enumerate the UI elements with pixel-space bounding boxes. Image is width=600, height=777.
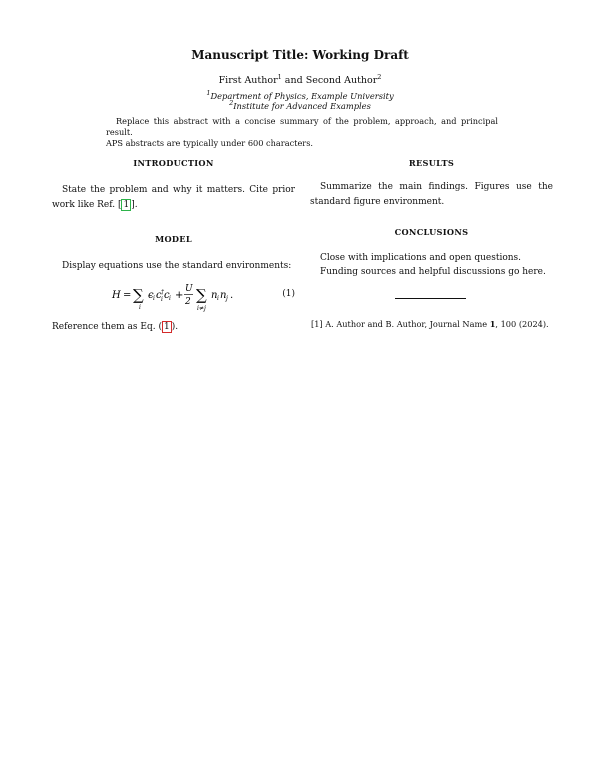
eq-sum: ∑ [133, 286, 144, 304]
affiliation-mark: 2 [229, 99, 234, 107]
author-name: Second Author [305, 75, 378, 86]
conclusions-text: Funding sources and helpful discussions go here. [320, 267, 546, 277]
svg-text:n: n [220, 290, 227, 301]
svg-text:i: i [169, 295, 171, 302]
model-paragraph [52, 259, 295, 274]
model-ref-text: Reference them as Eq. ( [52, 322, 162, 332]
affiliation [0, 99, 600, 111]
model-reference-paragraph [52, 320, 295, 335]
eq-symbol-h: H [112, 290, 121, 301]
equation-formula [110, 279, 310, 315]
svg-text:c: c [156, 290, 162, 301]
affiliation-mark: 1 [277, 73, 282, 81]
abstract [106, 116, 498, 149]
eq-sum-2: ∑ [196, 286, 207, 304]
eq-u: U [185, 284, 193, 294]
eq-equals: = [123, 290, 132, 301]
eq-sum-index: i [139, 304, 141, 311]
introduction-text-end: ]. [131, 200, 138, 210]
eq-two: 2 [185, 297, 191, 307]
author-line [0, 73, 600, 86]
conclusions-line [310, 265, 553, 279]
affiliation-mark: 1 [206, 89, 211, 97]
references-divider [395, 298, 466, 299]
display-equation [52, 279, 295, 315]
affiliation-mark: 2 [377, 73, 382, 81]
svg-text:i: i [161, 296, 163, 303]
reference-entry [311, 319, 549, 329]
svg-text:i: i [153, 295, 155, 302]
abstract-text: Replace this abstract with a concise summary of the problem, approach, and principal result. [106, 116, 498, 137]
results-paragraph [310, 180, 553, 210]
reference-text-end: , 100 (2024). [495, 319, 549, 329]
section-heading-model: MODEL [155, 234, 192, 244]
affiliation-text: Department of Physics, Example University [210, 91, 394, 101]
abstract-line: APS abstracts are typically under 600 characters. [106, 138, 314, 148]
affiliation-text: Institute for Advanced Examples [233, 101, 371, 111]
results-text: Summarize the main findings. Figures use the standard figure environment. [310, 182, 553, 207]
model-ref-text-end: ). [171, 322, 179, 332]
equation-link[interactable]: 1 [163, 322, 170, 332]
svg-text:n: n [211, 290, 218, 301]
eq-sum-index-2: i≠j [197, 305, 206, 312]
reference-text: A. Author and B. Author, Journal Name [325, 319, 490, 329]
authors-joiner: and [284, 75, 303, 86]
author-name: First Author [218, 75, 278, 86]
eq-plus: + [175, 290, 184, 301]
section-heading-conclusions: CONCLUSIONS [394, 227, 469, 237]
conclusions-paragraph [310, 251, 553, 279]
svg-text:.: . [230, 290, 234, 301]
svg-text:j: j [226, 295, 228, 302]
abstract-line [106, 116, 498, 138]
conclusions-text: Close with implications and open questions. [320, 253, 522, 263]
citation-link[interactable]: 1 [123, 200, 130, 210]
introduction-text: State the problem and why it matters. Cite prior work like Ref. [ [52, 185, 295, 210]
equation-number: (1) [282, 289, 295, 299]
paper-title: Manuscript Title: Working Draft [191, 48, 409, 62]
introduction-paragraph [52, 183, 295, 213]
reference-volume: 1 [489, 319, 496, 329]
svg-text:i: i [217, 295, 219, 302]
section-heading-introduction: INTRODUCTION [133, 158, 214, 168]
reference-label: [1] [311, 319, 323, 329]
eq-epsilon: ϵ [148, 290, 154, 301]
svg-text:†: † [161, 289, 164, 296]
conclusions-line [310, 251, 553, 265]
section-heading-results: RESULTS [408, 158, 455, 168]
model-text: Display equations use the standard environments: [62, 261, 292, 271]
svg-text:c: c [164, 290, 170, 301]
